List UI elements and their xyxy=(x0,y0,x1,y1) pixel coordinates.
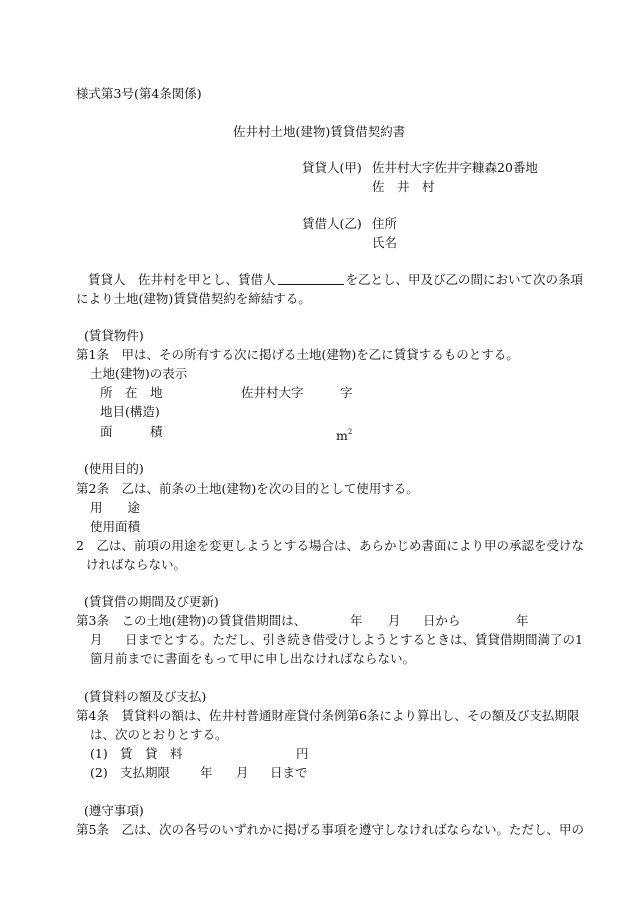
due-year: 年 xyxy=(200,765,213,780)
lessor-label: 貸貸人(甲) xyxy=(302,160,362,175)
article-4-line-1: 第4条 賃貸料の額は、佐井村普通財産貸付条例第6条により算出し、その額及び支払期限 xyxy=(76,708,580,723)
land-category-label: 地目(構造) xyxy=(100,404,160,419)
article-3-line-2: 日までとする。ただし、引き続き借受けしようとするときは、賃貸借期間満了の1 xyxy=(125,632,583,647)
lessor-name: 佐 井 村 xyxy=(372,179,435,194)
lessee-name-blank xyxy=(278,272,344,285)
article-4-line-2: は、次のとおりとする。 xyxy=(90,727,228,742)
preamble-line-2: により土地(建物)賃貸借契約を締結する。 xyxy=(76,291,311,306)
due-month: 月 xyxy=(236,765,249,780)
area-unit xyxy=(336,424,352,444)
article-1-text: 第1条 甲は、その所有する次に掲げる土地(建物)を乙に賃貸するものとする。 xyxy=(76,347,519,362)
lessee-name-label: 氏名 xyxy=(372,235,398,250)
lessee-label: 賃借人(乙) xyxy=(302,216,362,231)
article-2-heading: (使用目的) xyxy=(84,461,144,476)
article-3-line-3: 箇月前までに書面をもって甲に申し出なければならない。 xyxy=(90,651,416,666)
rent-yen: 円 xyxy=(296,746,309,761)
preamble-text-b: を乙とし、甲及び乙の間において次の条項 xyxy=(345,272,584,287)
usage-label: 用 途 xyxy=(90,500,141,515)
article-4-heading: (賃貸料の額及び支払) xyxy=(84,689,207,704)
article-2-text: 第2条 乙は、前条の土地(建物)を次の目的として使用する。 xyxy=(76,481,419,496)
lessee-address-label: 住所 xyxy=(372,216,398,231)
rent-label: 賃 貸 料 xyxy=(120,746,183,761)
usage-area-label: 使用面積 xyxy=(90,519,141,534)
period-start-month: 月 xyxy=(388,613,401,628)
period-end-month: 月 xyxy=(90,632,103,647)
period-end-year: 年 xyxy=(516,613,529,628)
area-unit-sup: 2 xyxy=(347,428,353,436)
article-5-heading: (遵守事項) xyxy=(84,803,144,818)
due-day: 日まで xyxy=(270,765,308,780)
location-label: 所 在 地 xyxy=(100,385,163,400)
preamble-text-a: 賃貸人 佐井村を甲とし、賃借人 xyxy=(88,272,276,287)
lessor-address: 佐井村大字佐井字糠森20番地 xyxy=(372,160,538,175)
form-label: 様式第3号(第4条関係) xyxy=(76,86,202,101)
article-5-line-1: 第5条 乙は、次の各号のいずれかに掲げる事項を遵守しなければならない。ただし、甲の xyxy=(76,822,584,837)
payment-due-label: 支払期限 xyxy=(120,765,171,780)
item-2-number: (2) xyxy=(90,765,108,780)
article-3-heading: (賃貸借の期間及び更新) xyxy=(84,594,219,609)
article-2-para-2-line-2: ければならない。 xyxy=(86,557,187,572)
preamble-line-1 xyxy=(88,272,583,288)
area-unit-base: m xyxy=(336,428,348,443)
item-1-number: (1) xyxy=(90,746,108,761)
article-1-heading: (賃貸物件) xyxy=(84,328,144,343)
document-title: 佐井村土地(建物)賃貸借契約書 xyxy=(233,124,406,139)
article-3-line-1: 第3条 この土地(建物)の賃貸借期間は、 xyxy=(76,613,307,628)
period-start-day: 日から xyxy=(423,613,461,628)
aza-label: 字 xyxy=(340,385,353,400)
property-display-label: 土地(建物)の表示 xyxy=(90,366,188,381)
area-label: 面 積 xyxy=(100,424,163,439)
location-value: 佐井村大字 xyxy=(241,385,304,400)
article-2-para-2-line-1: 2 乙は、前項の用途を変更しようとする場合は、あらかじめ書面により甲の承認を受けな xyxy=(76,538,584,553)
period-start-year: 年 xyxy=(350,613,363,628)
